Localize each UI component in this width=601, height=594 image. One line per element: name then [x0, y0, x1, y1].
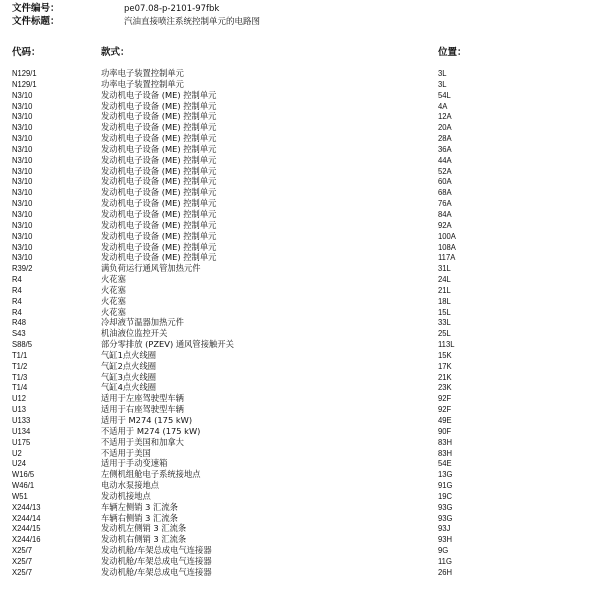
component-code: R4 [12, 295, 22, 306]
table-row [0, 523, 601, 534]
component-description: 发动机电子设备 (ME) 控制单元 [101, 111, 217, 122]
component-position: 21K [438, 371, 452, 382]
table-row [0, 415, 601, 426]
component-description: 左侧机组舱电子系统接地点 [101, 469, 201, 480]
component-code: N129/1 [12, 68, 37, 78]
component-description: 发动机电子设备 (ME) 控制单元 [101, 241, 217, 252]
table-row [0, 187, 601, 198]
component-position: 15K [438, 349, 452, 360]
table-row [0, 556, 601, 567]
component-description: 发动机电子设备 (ME) 控制单元 [101, 187, 217, 198]
table-row [0, 198, 601, 209]
component-description: 功率电子装置控制单元 [101, 68, 184, 78]
component-code: N3/10 [12, 133, 33, 144]
component-position: 36A [438, 143, 452, 154]
component-position: 23K [438, 382, 452, 393]
table-row [0, 513, 601, 524]
component-description: 气缸1点火线圈 [101, 349, 157, 360]
component-description: 发动机电子设备 (ME) 控制单元 [101, 230, 217, 241]
component-description: 火花塞 [101, 284, 126, 295]
component-description: 不适用于美国 [101, 447, 151, 458]
component-position: 49E [438, 415, 452, 425]
component-code: N3/10 [12, 198, 33, 209]
column-header-code: 代码： [12, 47, 41, 58]
table-row [0, 144, 601, 155]
table-row [0, 469, 601, 480]
component-code: N3/10 [12, 208, 33, 219]
component-description: 发动机电子设备 (ME) 控制单元 [101, 133, 217, 144]
component-description: 发动机电子设备 (ME) 控制单元 [101, 252, 217, 263]
component-position: 44A [438, 154, 452, 165]
table-row [0, 111, 601, 122]
component-position: 3L [438, 68, 447, 78]
component-position: 21L [438, 284, 451, 295]
component-position: 91G [438, 480, 453, 491]
table-row [0, 350, 601, 361]
component-position: 92F [438, 393, 452, 404]
table-row [0, 339, 601, 350]
column-header-position: 位置： [438, 47, 467, 58]
table-row [0, 534, 601, 545]
component-position: 100A [438, 230, 456, 241]
component-position: 11G [438, 555, 452, 566]
component-position: 20A [438, 122, 452, 133]
component-description: 功率电子装置控制单元 [101, 78, 184, 89]
component-code: T1/3 [12, 371, 28, 382]
component-code: N3/10 [12, 154, 33, 165]
table-row [0, 220, 601, 231]
component-position: 93H [438, 534, 453, 545]
component-position: 17K [438, 360, 452, 371]
component-description: 发动机电子设备 (ME) 控制单元 [101, 143, 217, 154]
component-position: 52A [438, 165, 452, 176]
component-description: 适用于左座驾驶型车辆 [101, 393, 184, 404]
table-row [0, 382, 601, 393]
component-position: 117A [438, 252, 456, 263]
component-code: X25/7 [12, 545, 32, 556]
component-position: 83H [438, 436, 453, 447]
component-code: N3/10 [12, 241, 33, 252]
document-title-label: 文件标题： [12, 16, 60, 27]
component-position: 83H [438, 447, 453, 458]
component-code: X244/13 [12, 501, 41, 512]
component-description: 发动机电子设备 (ME) 控制单元 [101, 198, 217, 209]
component-code: R4 [12, 306, 22, 317]
component-position: 92A [438, 219, 452, 230]
table-row [0, 155, 601, 166]
table-row [0, 252, 601, 263]
component-code: W16/5 [12, 469, 35, 480]
component-position: 28A [438, 133, 452, 144]
component-description: 发动机电子设备 (ME) 控制单元 [101, 100, 217, 111]
component-description: 发动机左侧销 3 汇流条 [101, 523, 187, 534]
table-row [0, 545, 601, 556]
component-description: 气缸4点火线圈 [101, 382, 157, 393]
component-code: U133 [12, 415, 31, 425]
component-description: 发动机电子设备 (ME) 控制单元 [101, 176, 217, 187]
component-description: 车辆左侧销 3 汇流条 [101, 501, 178, 512]
component-description: 发动机电子设备 (ME) 控制单元 [101, 122, 217, 133]
table-row [0, 328, 601, 339]
component-position: 12A [438, 111, 452, 122]
table-row [0, 166, 601, 177]
component-position: 68A [438, 187, 452, 198]
component-description: 火花塞 [101, 306, 126, 317]
component-code: N3/10 [12, 187, 33, 198]
table-row [0, 242, 601, 253]
component-position: 15L [438, 306, 451, 317]
component-position: 24L [438, 274, 451, 285]
component-code: X244/16 [12, 534, 41, 545]
component-code: W51 [12, 490, 28, 501]
component-position: 93J [438, 523, 451, 534]
component-position: 13G [438, 469, 453, 480]
component-code: R4 [12, 274, 22, 285]
component-code: S88/5 [12, 339, 32, 350]
component-description: 气缸3点火线圈 [101, 371, 157, 382]
table-row [0, 426, 601, 437]
component-code: N3/10 [12, 100, 33, 111]
component-code: N3/10 [12, 111, 33, 122]
component-position: 92F [438, 404, 452, 415]
table-row [0, 393, 601, 404]
component-description: 不适用于美国和加拿大 [101, 436, 184, 447]
component-code: U175 [12, 436, 31, 447]
component-position: 25L [438, 328, 451, 339]
component-description: 发动机舱/车架总成电气连接器 [101, 545, 212, 556]
component-position: 18L [438, 295, 451, 306]
component-position: 26H [438, 566, 453, 577]
table-row [0, 458, 601, 469]
component-code: T1/1 [12, 349, 28, 360]
table-row [0, 448, 601, 459]
component-code: R4 [12, 284, 22, 295]
component-position: 4A [438, 100, 448, 111]
component-description: 部分零排放 (PZEV) 通风管接触开关 [101, 339, 234, 350]
component-description: 冷却液节温器加热元件 [101, 317, 184, 328]
component-code: U24 [12, 458, 27, 469]
component-description: 发动机电子设备 (ME) 控制单元 [101, 89, 217, 100]
component-code: X244/14 [12, 512, 41, 523]
component-code: R48 [12, 317, 27, 328]
component-position: 54E [438, 458, 452, 469]
component-code: T1/4 [12, 382, 28, 393]
table-row [0, 404, 601, 415]
column-header-description: 款式： [101, 47, 130, 58]
table-row [0, 274, 601, 285]
component-code: T1/2 [12, 360, 28, 371]
table-row [0, 122, 601, 133]
table-row [0, 491, 601, 502]
component-position: 93G [438, 512, 453, 523]
component-code: X244/15 [12, 523, 41, 534]
component-description: 发动机电子设备 (ME) 控制单元 [101, 208, 217, 219]
component-position: 54L [438, 89, 451, 100]
component-code: N3/10 [12, 143, 33, 154]
component-position: 113L [438, 339, 455, 350]
component-description: 机油液位监控开关 [101, 328, 168, 339]
table-row [0, 480, 601, 491]
component-description: 气缸2点火线圈 [101, 360, 157, 371]
component-position: 76A [438, 198, 452, 209]
component-description: 发动机右侧销 3 汇流条 [101, 534, 187, 545]
component-code: N3/10 [12, 165, 33, 176]
component-code: N3/10 [12, 122, 33, 133]
table-row [0, 296, 601, 307]
component-description: 发动机舱/车架总成电气连接器 [101, 566, 212, 577]
component-code: U12 [12, 393, 27, 404]
table-row [0, 90, 601, 101]
component-description: 发动机舱/车架总成电气连接器 [101, 555, 212, 566]
component-code: U2 [12, 447, 22, 458]
component-code: X25/7 [12, 555, 32, 566]
table-row [0, 317, 601, 328]
document-title-value: 汽油直接喷注系统控制单元的电路图 [124, 17, 261, 27]
table-row [0, 209, 601, 220]
component-code: W46/1 [12, 480, 35, 491]
component-code: N3/10 [12, 176, 33, 187]
table-row [0, 437, 601, 448]
table-row [0, 133, 601, 144]
table-row [0, 176, 601, 187]
document-number-value: pe07.08-p-2101-97fbk [124, 4, 220, 14]
component-description: 适用于右座驾驶型车辆 [101, 404, 184, 415]
table-row [0, 502, 601, 513]
component-position: 60A [438, 176, 452, 187]
component-description: 发动机电子设备 (ME) 控制单元 [101, 165, 217, 176]
component-description: 适用于 M274 (175 kW) [101, 415, 193, 425]
table-row [0, 307, 601, 318]
table-row [0, 101, 601, 112]
component-code: U13 [12, 404, 27, 415]
component-position: 31L [438, 263, 451, 274]
component-position: 84A [438, 208, 452, 219]
table-row [0, 79, 601, 90]
component-description: 适用于手动变速箱 [101, 458, 168, 469]
component-description: 火花塞 [101, 274, 126, 285]
component-description: 不适用于 M274 (175 kW) [101, 425, 201, 436]
table-row [0, 372, 601, 383]
component-code: N3/10 [12, 89, 33, 100]
component-code: N3/10 [12, 252, 33, 263]
component-description: 车辆右侧销 3 汇流条 [101, 512, 178, 523]
component-position: 108A [438, 241, 456, 252]
component-description: 满负荷运行通风管加热元件 [101, 263, 201, 274]
table-row [0, 68, 601, 79]
table-row [0, 567, 601, 578]
table-row [0, 285, 601, 296]
table-row [0, 361, 601, 372]
table-row [0, 263, 601, 274]
table-row [0, 231, 601, 242]
component-code: U134 [12, 425, 31, 436]
component-code: N129/1 [12, 78, 37, 89]
component-code: N3/10 [12, 219, 33, 230]
component-position: 33L [438, 317, 451, 328]
component-position: 19C [438, 490, 453, 501]
component-position: 3L [438, 78, 447, 89]
component-table [0, 68, 601, 578]
component-description: 发动机电子设备 (ME) 控制单元 [101, 154, 217, 165]
component-code: N3/10 [12, 230, 33, 241]
component-position: 90F [438, 425, 452, 436]
component-position: 93G [438, 501, 453, 512]
component-code: S43 [12, 328, 26, 339]
component-description: 发动机接地点 [101, 490, 151, 501]
document-number-label: 文件编号： [12, 3, 60, 14]
component-description: 电动水泵接地点 [101, 480, 160, 491]
component-code: R39/2 [12, 263, 33, 274]
component-description: 发动机电子设备 (ME) 控制单元 [101, 219, 217, 230]
component-position: 9G [438, 545, 449, 556]
component-description: 火花塞 [101, 295, 126, 306]
component-code: X25/7 [12, 566, 32, 577]
